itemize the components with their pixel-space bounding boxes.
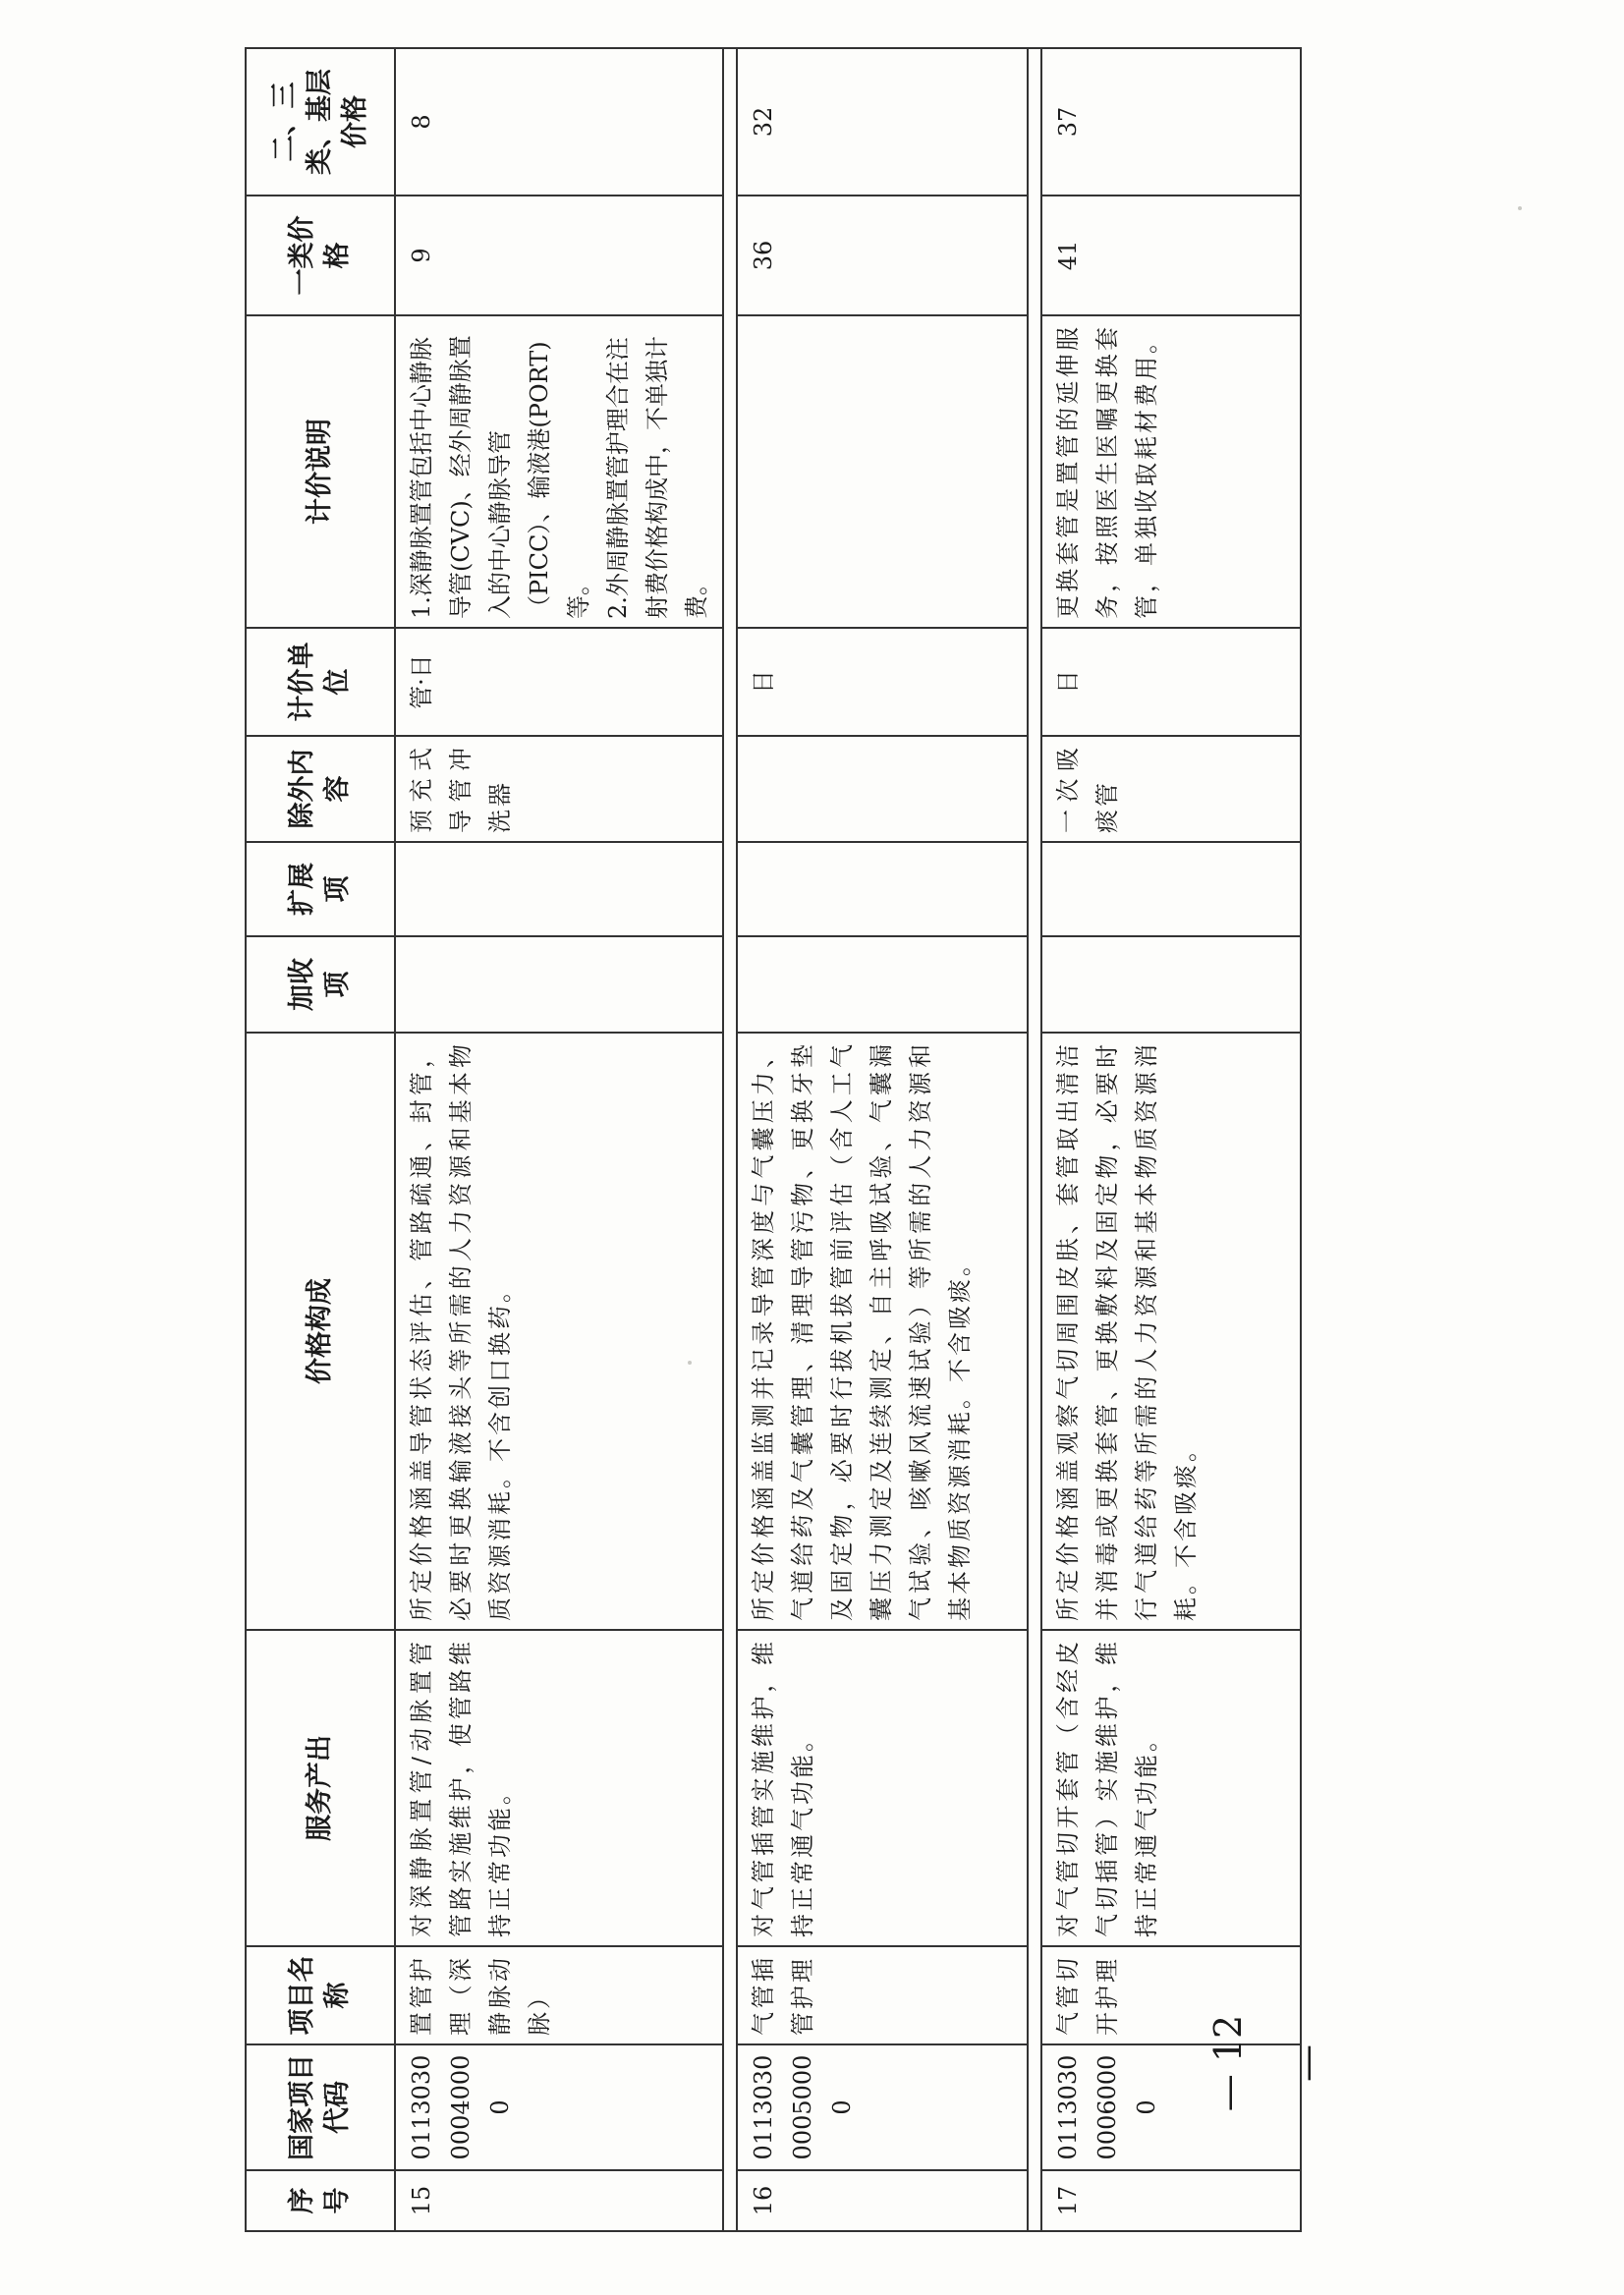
cell-composition: 所定价格涵盖观察气切周围皮肤、套管取出清洁并消毒或更换套管、更换敷料及固定物，必要时行气道给药等所需的人力资源和基本物质资源消耗。不含吸痰。 xyxy=(1041,1033,1301,1630)
header-output: 服务产出 xyxy=(246,1630,395,1946)
header-price1: 一类价格 xyxy=(246,196,395,315)
header-row xyxy=(246,48,395,2231)
cell-extension xyxy=(395,842,723,936)
cell-exclusions: 一次吸痰管 xyxy=(1041,736,1301,842)
cell-exclusions: 预充式导管冲洗器 xyxy=(395,736,723,842)
row-gap xyxy=(1028,48,1041,2231)
cell-unit: 管·日 xyxy=(395,628,723,736)
cell-seq: 15 xyxy=(395,2170,723,2231)
row-gap-cell xyxy=(723,48,737,2231)
scan-speck xyxy=(1518,206,1522,210)
header-price23: 二、三类、基层价格 xyxy=(246,48,395,196)
page-number: — 12 — xyxy=(1206,2014,1328,2112)
cell-composition: 所定价格涵盖导管状态评估、管路疏通、封管，必要时更换输液接头等所需的人力资源和基本物质资源消耗。不含创口换药。 xyxy=(395,1033,723,1630)
header-name: 项目名称 xyxy=(246,1946,395,2044)
cell-notes xyxy=(737,315,1028,628)
cell-notes: 1.深静脉置管包括中心静脉导管(CVC)、经外周静脉置入的中心静脉导管（PICC）、输液港(PORT)等。 2.外周静脉置管护理合在注射费价格构成中，不单独计费。 xyxy=(395,315,723,628)
header-code: 国家项目代码 xyxy=(246,2044,395,2170)
cell-code: 01130300004000 0 xyxy=(395,2044,723,2170)
header-seq: 序号 xyxy=(246,2170,395,2231)
header-composition: 价格构成 xyxy=(246,1033,395,1630)
cell-price1: 36 xyxy=(737,196,1028,315)
row-gap xyxy=(723,48,737,2231)
cell-unit: 日 xyxy=(737,628,1028,736)
header-notes: 计价说明 xyxy=(246,315,395,628)
cell-extension xyxy=(737,842,1028,936)
table-row xyxy=(1041,48,1301,2231)
cell-composition: 所定价格涵盖监测并记录导管深度与气囊压力、气道给药及气囊管理、清理导管污物、更换牙垫及固定物，必要时行拔机拔管前评估（含人工气囊压力测定及连续测定、自主呼吸试验、气囊漏气试验、咳嗽风流速试验）等所需的人力资源和基本物质资源消耗。不含吸痰。 xyxy=(737,1033,1028,1630)
cell-surcharge xyxy=(737,936,1028,1033)
cell-seq: 16 xyxy=(737,2170,1028,2231)
header-unit: 计价单位 xyxy=(246,628,395,736)
cell-price23: 8 xyxy=(395,48,723,196)
cell-output: 对气管切开套管（含经皮气切插管）实施维护，维持正常通气功能。 xyxy=(1041,1630,1301,1946)
header-surcharge: 加收项 xyxy=(246,936,395,1033)
price-table xyxy=(245,47,1328,2232)
cell-name: 气管切开护理 xyxy=(1041,1946,1301,2044)
header-exclusions: 除外内容 xyxy=(246,736,395,842)
cell-surcharge xyxy=(1041,936,1301,1033)
cell-seq: 17 xyxy=(1041,2170,1301,2231)
cell-extension xyxy=(1041,842,1301,936)
cell-price23: 32 xyxy=(737,48,1028,196)
cell-name: 气管插管护理 xyxy=(737,1946,1028,2044)
cell-price1: 41 xyxy=(1041,196,1301,315)
cell-price1: 9 xyxy=(395,196,723,315)
cell-output: 对深静脉置管/动脉置管管路实施维护，使管路维持正常功能。 xyxy=(395,1630,723,1946)
cell-exclusions xyxy=(737,736,1028,842)
cell-name: 置管护理（深静脉动脉） xyxy=(395,1946,723,2044)
cell-code: 01130300006000 0 xyxy=(1041,2044,1301,2170)
cell-code: 01130300005000 0 xyxy=(737,2044,1028,2170)
header-extension: 扩展项 xyxy=(246,842,395,936)
cell-price23: 37 xyxy=(1041,48,1301,196)
table-row xyxy=(737,48,1028,2231)
cell-surcharge xyxy=(395,936,723,1033)
rotated-page xyxy=(245,49,1264,2232)
cell-notes: 更换套管是置管的延伸服务，按照医生医嘱更换套管，单独收取耗材费用。 xyxy=(1041,315,1301,628)
cell-unit: 日 xyxy=(1041,628,1301,736)
row-gap-cell xyxy=(1028,48,1041,2231)
table-row xyxy=(395,48,723,2231)
cell-output: 对气管插管实施维护，维持正常通气功能。 xyxy=(737,1630,1028,1946)
